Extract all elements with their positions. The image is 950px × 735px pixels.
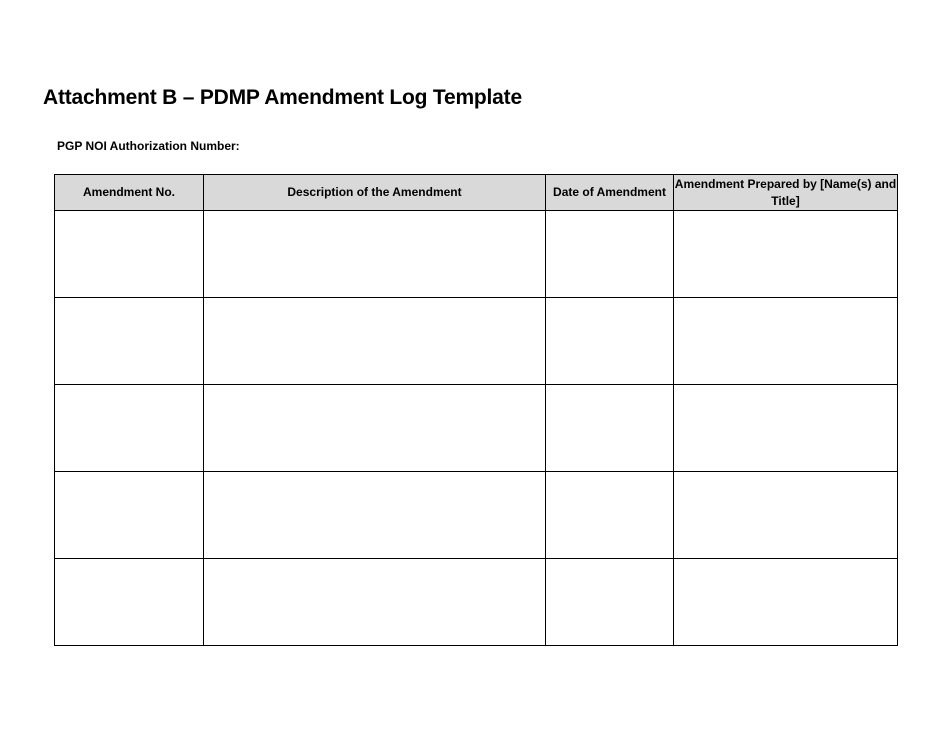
table-row: [55, 298, 898, 385]
table-row: [55, 472, 898, 559]
cell-date[interactable]: [546, 559, 674, 646]
cell-date[interactable]: [546, 298, 674, 385]
cell-amendment-no[interactable]: [55, 211, 204, 298]
cell-amendment-no[interactable]: [55, 298, 204, 385]
cell-description[interactable]: [204, 472, 546, 559]
page-title: Attachment B – PDMP Amendment Log Template: [43, 86, 522, 109]
table-row: [55, 211, 898, 298]
table-header: [55, 175, 898, 211]
cell-date[interactable]: [546, 472, 674, 559]
authorization-number-label: PGP NOI Authorization Number:: [57, 139, 240, 153]
cell-description[interactable]: [204, 385, 546, 472]
cell-amendment-no[interactable]: [55, 385, 204, 472]
cell-description[interactable]: [204, 211, 546, 298]
cell-date[interactable]: [546, 385, 674, 472]
header-row: [55, 175, 898, 211]
header-date: Date of Amendment: [546, 175, 674, 211]
header-description: Description of the Amendment: [204, 175, 546, 211]
cell-description[interactable]: [204, 298, 546, 385]
header-prepared-by: Amendment Prepared by [Name(s) and Title]: [674, 175, 898, 211]
table-row: [55, 559, 898, 646]
header-amendment-no: Amendment No.: [55, 175, 204, 211]
cell-prepared-by[interactable]: [674, 298, 898, 385]
cell-prepared-by[interactable]: [674, 472, 898, 559]
cell-description[interactable]: [204, 559, 546, 646]
cell-prepared-by[interactable]: [674, 559, 898, 646]
table-row: [55, 385, 898, 472]
cell-amendment-no[interactable]: [55, 559, 204, 646]
amendment-log-table: [54, 174, 898, 646]
cell-prepared-by[interactable]: [674, 385, 898, 472]
cell-amendment-no[interactable]: [55, 472, 204, 559]
cell-prepared-by[interactable]: [674, 211, 898, 298]
cell-date[interactable]: [546, 211, 674, 298]
table-body: [55, 211, 898, 646]
